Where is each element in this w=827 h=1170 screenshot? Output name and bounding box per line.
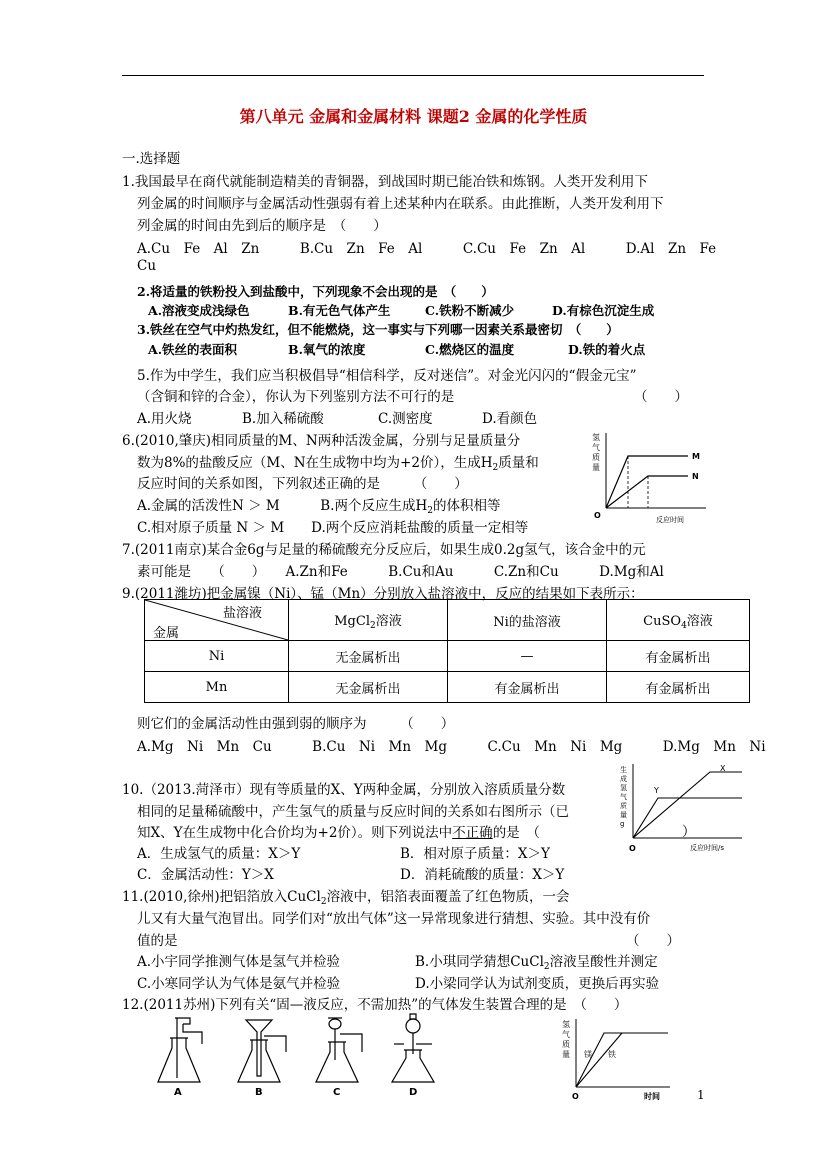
q7-line2: 素可能是 （ ） A.Zn和Fe B.Cu和Au C.Zn和Cu D.Mg和Al xyxy=(137,564,664,580)
q9-table-corner-cell xyxy=(145,600,289,641)
q5-option-a: A.用火烧 xyxy=(137,411,192,427)
q9-table-metal-ni: Ni xyxy=(145,641,289,672)
q12-flask-c xyxy=(316,1042,358,1082)
q10-line1: 10.（2013.菏泽市）现有等质量的X、Y两种金属，分别放入溶质质量分数 xyxy=(122,782,566,798)
q11-line1: 11.(2010,徐州)把铝箔放入CuCl$_2$溶液中，铝箔表面覆盖了红色物质，一会 xyxy=(122,889,570,907)
q12-apparatus xyxy=(150,1010,460,1102)
q6-graph-line-n xyxy=(606,476,688,508)
q10-graph-ylabel-7: g xyxy=(620,820,625,828)
q12-graph-ylabel-1: 氢 xyxy=(562,1020,570,1029)
q10-option-a: A．生成氢气的质量：X＞Y xyxy=(137,846,301,862)
q2-option-d: D.有棕色沉淀生成 xyxy=(552,303,655,318)
q12-graph-xlabel: 时间 xyxy=(644,1092,660,1101)
q10-graph-label-x: X xyxy=(720,764,726,773)
q9-table-cell: 有金属析出 xyxy=(607,641,750,672)
q6-line1: 6.(2010,肇庆)相同质量的M、N两种活泼金属，分别与足量质量分 xyxy=(122,433,521,449)
q6-graph-label-m: M xyxy=(692,452,700,461)
q9-table-cell: 有金属析出 xyxy=(607,672,750,703)
q9-result-table xyxy=(144,599,750,703)
q11-line2: 儿又有大量气泡冒出。同学们对“放出气体”这一异常现象进行猜想、实验。其中没有价 xyxy=(137,911,651,927)
page-number: 1 xyxy=(697,1088,705,1102)
q2-option-a: A.溶液变成浅绿色 xyxy=(148,303,250,318)
q12-graph xyxy=(560,1015,675,1105)
q10-paren-close: ） xyxy=(682,824,696,840)
q5-answer-paren: （ ） xyxy=(634,389,688,405)
q9-table-cell: — xyxy=(448,641,607,672)
q6-line5: C.相对原子质量 N ＞ M D.两个反应消耗盐酸的质量一定相等 xyxy=(137,520,529,536)
q11-line3: 值的是 xyxy=(137,933,178,949)
q6-line4: A.金属的活泼性N ＞ M B.两个反应生成$H_2$的体积相等 xyxy=(137,498,501,516)
q12-graph-line-mg xyxy=(576,1033,668,1087)
q11-option-d: D.小梁同学认为试剂变质，更换后再实验 xyxy=(415,976,660,992)
q9-table-cell: 有金属析出 xyxy=(448,672,607,703)
page-title: 第八单元 金属和金属材料 课题2 金属的化学性质 xyxy=(239,107,588,126)
q11-option-b: B.小琪同学猜想CuCl$_2$溶液呈酸性并测定 xyxy=(415,954,658,972)
q6-graph-line-m xyxy=(606,456,688,508)
q10-line3: 知X、Y在生成物中化合价均为+2价）。则下列说法中不正确的是 （ xyxy=(137,825,540,841)
q9-table-header-ni-salt: Ni的盐溶液 xyxy=(448,600,607,641)
q6-graph-ylabel-1: 氢 xyxy=(592,433,600,442)
q2-option-b: B.有无色气体产生 xyxy=(288,303,391,318)
section-heading: 一.选择题 xyxy=(122,151,181,167)
q6-line2: 数为8%的盐酸反应（M、N在生成物中均为+2价），生成$H_2$质量和 xyxy=(137,455,539,473)
q5-option-b: B.加入稀硫酸 xyxy=(242,411,324,427)
q1-line1: 1.我国最早在商代就能制造精美的青铜器，到战国时期已能冶铁和炼钢。人类开发利用下 xyxy=(122,174,648,190)
q9-line-after: 则它们的金属活动性由强到弱的顺序为 （ ） xyxy=(137,716,455,732)
q12-label-a: A xyxy=(174,1087,182,1098)
q6-graph-label-n: N xyxy=(692,472,699,481)
q10-graph xyxy=(618,760,743,855)
q12-delivery-tube-c xyxy=(340,1034,362,1052)
q9-line1: 9.(2011潍坊)把金属镍（Ni）、锰（Mn）分别放入盐溶液中，反应的结果如下表所示： xyxy=(122,586,644,602)
q12-separatory-funnel-d xyxy=(406,1019,420,1033)
q3-option-b: B.氧气的浓度 xyxy=(288,342,366,357)
q3-option-a: A.铁丝的表面积 xyxy=(148,342,238,357)
q9-table-cell: 无金属析出 xyxy=(289,672,448,703)
q12-graph-origin: O xyxy=(572,1092,579,1101)
table-row xyxy=(145,672,750,703)
q12-separatory-funnel-c xyxy=(329,1019,341,1029)
q3-option-d: D.铁的着火点 xyxy=(568,342,646,357)
q10-graph-ylabel-4: 气 xyxy=(620,793,627,801)
q12-graph-ylabel-3: 质 xyxy=(562,1040,570,1049)
q2-option-c: C.铁粉不断减少 xyxy=(425,303,515,318)
q9-table-corner-bottom: 金属 xyxy=(153,626,180,641)
q5-line1: 5.作为中学生，我们应当积极倡导“相信科学，反对迷信”。对金光闪闪的“假金元宝” xyxy=(137,368,637,384)
q10-graph-ylabel-3: 氢 xyxy=(620,784,627,792)
q12-graph-ylabel-4: 量 xyxy=(562,1050,570,1059)
q10-option-b: B．相对原子质量：X＞Y xyxy=(400,846,550,862)
q10-graph-xlabel: 反应时间/s xyxy=(690,844,725,852)
q12-line1: 12.(2011苏州)下列有关“固—液反应，不需加热”的气体发生装置合理的是 （ ） xyxy=(122,997,628,1013)
q6-graph-origin: O xyxy=(594,511,601,520)
q1-line2: 列金属的时间顺序与金属活动性强弱有着上述某种内在联系。由此推断，人类开发利用下 xyxy=(137,196,664,212)
q12-graph-label-fe: 铁 xyxy=(608,1050,616,1059)
q12-flask-a xyxy=(158,1038,200,1082)
q10-graph-ylabel-6: 量 xyxy=(620,811,627,819)
q9-options: A.Mg Ni Mn Cu B.Cu Ni Mn Mg C.Cu Mn Ni Mg D.Mg Mn Ni xyxy=(137,739,766,755)
q5-line2: （含铜和锌的合金），你认为下列鉴别方法不可行的是 xyxy=(137,389,455,405)
q9-table-metal-mn: Mn xyxy=(145,672,289,703)
q6-graph xyxy=(588,428,718,528)
q12-label-d: D xyxy=(409,1087,418,1098)
q11-option-c: C.小寒同学认为气体是氨气并检验 xyxy=(137,976,341,992)
q9-table-header-cuso4: CuSO$_4$溶液 xyxy=(607,600,750,641)
q12-label-b: B xyxy=(255,1087,263,1098)
q10-line2: 相同的足量稀硫酸中，产生氢气的质量与反应时间的关系如右图所示（已 xyxy=(137,804,569,820)
q11-option-a: A.小宇同学推测气体是氢气并检验 xyxy=(137,954,341,970)
q12-flask-d xyxy=(392,1050,434,1082)
q12-label-c: C xyxy=(333,1087,341,1098)
q10-graph-origin: O xyxy=(629,844,636,853)
q3-stem: 3.铁丝在空气中灼热发红，但不能燃烧，这一事实与下列哪一因素关系最密切 （ ） xyxy=(137,322,619,337)
q10-graph-line-y xyxy=(633,798,742,838)
q5-option-d: D.看颜色 xyxy=(482,411,538,427)
q6-graph-ylabel-2: 气 xyxy=(592,443,600,452)
q5-option-c: C.测密度 xyxy=(378,411,433,427)
q7-line1: 7.(2011南京)某合金6g与足量的稀硫酸充分反应后，如果生成0.2g氢气，该合金中的元 xyxy=(122,542,646,558)
q10-graph-line-x xyxy=(633,772,742,838)
q6-line3: 反应时间的关系如图，下列叙述正确的是 （ ） xyxy=(137,476,468,492)
q1-line3: 列金属的时间由先到后的顺序是 （ ） xyxy=(137,218,387,234)
q6-graph-xlabel: 反应时间 xyxy=(656,516,684,524)
table-row xyxy=(145,641,750,672)
q10-graph-label-y: Y xyxy=(654,786,659,795)
q1-options: A.Cu Fe Al Zn B.Cu Zn Fe Al C.Cu Fe Zn Al D.Al Zn Fe xyxy=(137,241,717,257)
q11-answer-paren: （ ） xyxy=(626,933,680,949)
q10-option-d: D．消耗硫酸的质量：X＞Y xyxy=(400,867,565,883)
q6-graph-ylabel-3: 质 xyxy=(592,453,600,462)
q10-option-c: C．金属活动性：Y＞X xyxy=(137,867,274,883)
q12-graph-line-fe xyxy=(576,1033,622,1087)
q1-line5: Cu xyxy=(137,258,157,274)
q3-option-c: C.燃烧区的温度 xyxy=(425,342,515,357)
q10-graph-ylabel-2: 成 xyxy=(620,775,627,783)
q9-table-corner-top: 盐溶液 xyxy=(223,606,263,621)
q12-graph-label-mg: 镁 xyxy=(584,1050,592,1059)
q10-graph-ylabel-1: 生 xyxy=(620,766,627,774)
q2-stem: 2.将适量的铁粉投入到盐酸中，下列现象不会出现的是 （ ） xyxy=(137,284,494,299)
q12-funnel-b xyxy=(246,1020,272,1076)
q12-delivery-tube-b xyxy=(264,1036,286,1052)
q9-table-header-mgcl2: MgCl$_2$溶液 xyxy=(289,600,448,641)
top-rule xyxy=(122,75,704,76)
q9-table-cell: 无金属析出 xyxy=(289,641,448,672)
q6-graph-ylabel-4: 量 xyxy=(592,463,600,472)
q10-graph-ylabel-5: 质 xyxy=(620,802,627,810)
q12-graph-ylabel-2: 气 xyxy=(562,1030,570,1039)
